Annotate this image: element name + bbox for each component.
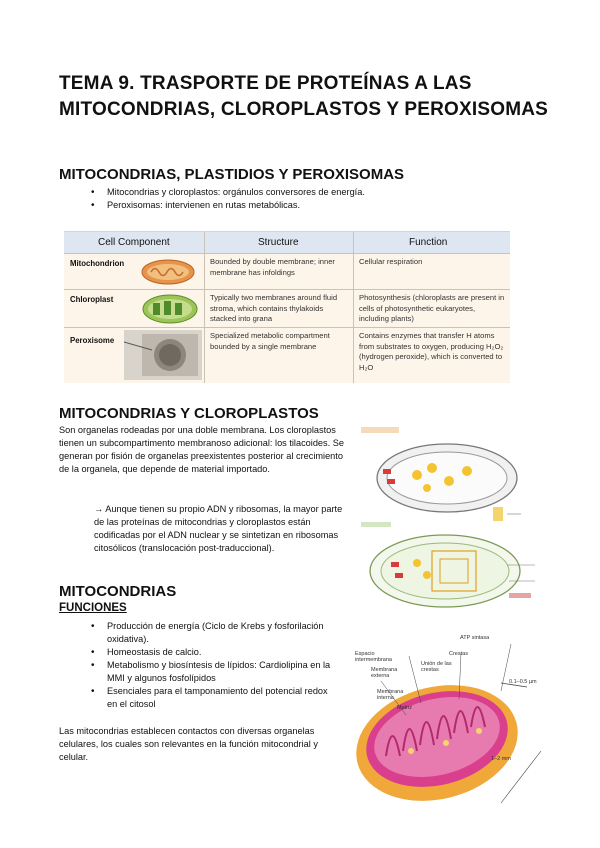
peroxisome-micrograph-icon <box>124 330 202 380</box>
import-diagram-figure <box>357 423 541 616</box>
list-item: • Homeostasis de calcio. <box>78 646 340 659</box>
section3-paragraph: Las mitocondrias establecen contactos con diversas organelas celulares, los cuales son relevantes en la función mitocondrial y celular. <box>59 726 318 762</box>
label-width: 0.1–0.5 µm <box>509 679 537 685</box>
chloroplast-icon <box>141 293 199 325</box>
component-name: Mitochondrion <box>70 259 125 268</box>
list-item: • Producción de energía (Ciclo de Krebs y fosforilación oxidativa). <box>78 620 340 646</box>
table-row <box>64 289 510 328</box>
structure-cell: Specialized metabolic compartment bounded by a single membrane <box>210 331 330 351</box>
label-length: 1–2 mm <box>491 756 511 762</box>
table-header <box>64 232 510 253</box>
component-name: Peroxisome <box>70 336 115 345</box>
component-name: Chloroplast <box>70 295 114 304</box>
function-cell: Contains enzymes that transfer H atoms from substrates to oxygen, producing H₂O₂ (hydrogen peroxide), which is converted to H₂O <box>359 331 504 372</box>
label-externa: Membrana externa <box>371 667 398 679</box>
label-crestas: Crestas <box>449 651 468 657</box>
structure-cell: Typically two membranes around fluid stroma, which contains thylakoids stacked into grana <box>210 293 338 323</box>
header-structure: Structure <box>258 237 299 248</box>
section1-bullets <box>78 186 518 212</box>
mitochondrion-anatomy-figure <box>351 631 549 817</box>
cell-component-table <box>64 231 510 383</box>
label-matriz: Matriz <box>397 705 412 711</box>
structure-cell: Bounded by double membrane; inner membrane has infoldings <box>210 257 335 277</box>
list-item: • Mitocondrias y cloroplastos: orgánulos conversores de energía. <box>78 186 518 199</box>
function-cell: Cellular respiration <box>359 257 423 266</box>
function-cell: Photosynthesis (chloroplasts are present in cells of photosynthetic eukaryotes, including plants) <box>359 293 505 323</box>
section2-heading: MITOCONDRIAS Y CLOROPLASTOS <box>59 405 319 422</box>
list-item: • Esenciales para el tamponamiento del potencial redox en el citosol <box>78 685 340 711</box>
table-row <box>64 327 510 384</box>
table-row <box>64 253 510 290</box>
functions-subheading: FUNCIONES <box>59 602 127 614</box>
page-title: TEMA 9. TRASPORTE DE PROTEÍNAS A LAS MITOCONDRIAS, CLOROPLASTOS Y PEROXISOMAS <box>59 73 549 120</box>
mitochondrion-icon <box>141 258 196 286</box>
import-diagram-svg <box>357 423 541 616</box>
functions-list <box>78 620 340 711</box>
label-atp: ATP sintasa <box>460 635 490 641</box>
header-function: Function <box>409 237 448 248</box>
list-item: • Metabolismo y biosíntesis de lípidos: Cardiolipina en la MMI y algunos fosfolípidos <box>78 659 340 685</box>
section2-paragraph-1: Son organelas rodeadas por una doble membrana. Los cloroplastos tienen un subcompartimento membranoso adicional: los tilacoides. Se generan por fisión de organelas preexistentes posterior al crecimiento de la organela, que depende de material importado. <box>59 425 344 474</box>
section2-paragraph-2: → Aunque tienen su propio ADN y ribosomas, la mayor parte de las proteínas de mitocondrias y cloroplastos están codificadas por el ADN nuclear y se sintetizan en ribosomas citosólicos (translocación post-traduccional). <box>94 504 343 553</box>
label-union: Unión de las crestas <box>421 661 452 673</box>
label-espacio: Espacio intermembrana <box>355 651 392 663</box>
label-interna: Membrana interna <box>377 689 404 701</box>
section3-heading: MITOCONDRIAS <box>59 583 177 600</box>
header-component: Cell Component <box>98 237 170 248</box>
list-item: • Peroxisomas: intervienen en rutas metabólicas. <box>78 199 518 212</box>
section1-heading: MITOCONDRIAS, PLASTIDIOS Y PEROXISOMAS <box>59 166 405 183</box>
